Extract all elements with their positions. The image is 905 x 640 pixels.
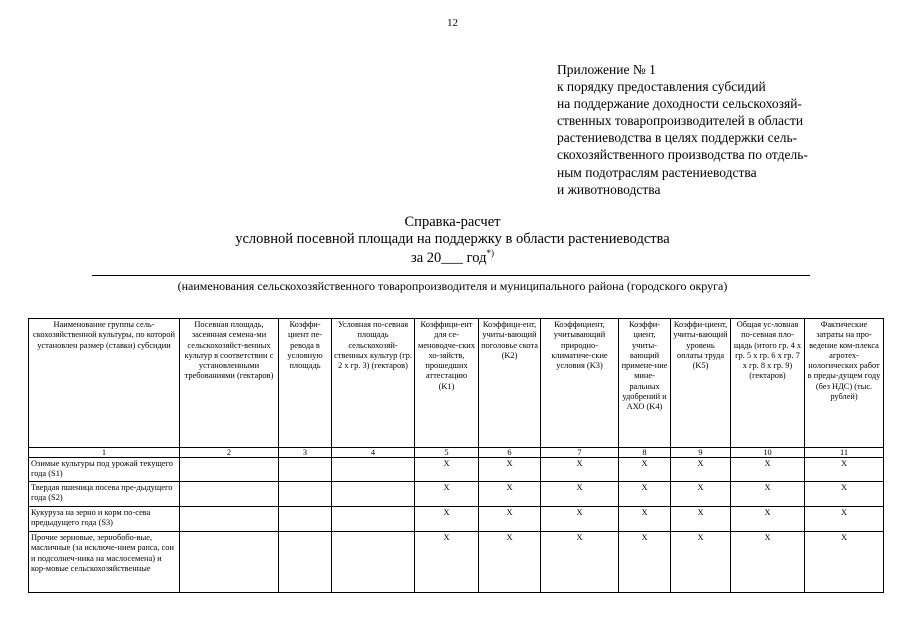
table-cell: X — [731, 482, 805, 507]
appendix-line: ным подотраслям растениеводства — [557, 164, 757, 180]
document-title: Справка-расчет — [404, 214, 501, 230]
column-number: 10 — [731, 448, 805, 458]
page-number: 12 — [447, 17, 458, 29]
column-number: 5 — [415, 448, 479, 458]
appendix-line: к порядку предоставления субсидий — [557, 79, 766, 95]
table-cell: X — [619, 482, 671, 507]
table-cell: X — [541, 507, 619, 532]
header-cell: Коэффици-ент, учиты-вающий поголовье скота (K2) — [479, 319, 541, 448]
document-subtitle: условной посевной площади на поддержку в области растениеводства — [235, 231, 670, 247]
table-cell — [180, 458, 279, 482]
header-cell: Фактические затраты на про-ведение ком-плекса агротех-нологических работ в преды-дущем году (без НДС) (тыс. рублей) — [805, 319, 884, 448]
table-cell: X — [619, 507, 671, 532]
header-cell: Условная по-севная площадь сельскохозяй-ственных культур (гр. 2 х гр. 3) (гектаров) — [332, 319, 415, 448]
table-cell — [180, 532, 279, 593]
header-cell: Коэффи-циент пе-ревода в условную площадь — [279, 319, 332, 448]
table-cell — [180, 507, 279, 532]
table-cell — [180, 482, 279, 507]
header-cell: Посевная площадь, засеянная семена-ми сельскохозяйст-венных культур в соответствии с установленными требованиями (гектаров) — [180, 319, 279, 448]
table-cell: X — [805, 507, 884, 532]
column-number: 7 — [541, 448, 619, 458]
table-cell: X — [731, 532, 805, 593]
table-cell: X — [619, 532, 671, 593]
column-number: 3 — [279, 448, 332, 458]
table-cell: X — [415, 507, 479, 532]
footnote-mark: *) — [486, 248, 494, 258]
table-cell: X — [671, 482, 731, 507]
appendix-line: на поддержание доходности сельскохозяй- — [557, 96, 802, 112]
table-cell: X — [671, 458, 731, 482]
header-cell: Коэффициент, учитывающий природно-климатиче-ские условия (K3) — [541, 319, 619, 448]
document-year-line — [0, 248, 905, 267]
crop-group-cell: Твердая пшеница посева пре-дыдущего года (S2) — [29, 482, 180, 507]
table-cell — [279, 532, 332, 593]
table-cell: X — [479, 507, 541, 532]
column-number: 1 — [29, 448, 180, 458]
table-cell: X — [479, 458, 541, 482]
table-cell: X — [415, 458, 479, 482]
year-text: за 20___ год — [411, 249, 487, 266]
table-cell — [332, 507, 415, 532]
table-cell: X — [541, 458, 619, 482]
column-number: 11 — [805, 448, 884, 458]
header-cell: Общая ус-ловная по-севная пло-щадь (итого гр. 4 х гр. 5 х гр. 6 х гр. 7 х гр. 8 х гр. 9) (гектаров) — [731, 319, 805, 448]
table-cell — [332, 482, 415, 507]
crop-group-cell: Кукуруза на зерно и корм по-сева предыдущего года (S3) — [29, 507, 180, 532]
table-cell: X — [619, 458, 671, 482]
table-row — [29, 532, 884, 593]
table-cell — [279, 458, 332, 482]
table-row — [29, 507, 884, 532]
appendix-line: растениеводства в целях поддержки сель- — [557, 130, 798, 146]
table-cell — [279, 507, 332, 532]
table-header-row — [29, 319, 884, 448]
table-cell: X — [805, 458, 884, 482]
table-cell: X — [541, 532, 619, 593]
table-cell: X — [805, 482, 884, 507]
header-cell: Коэффици-ент для се-меноводче-ских хо-зяйств, прошедших аттестацию (K1) — [415, 319, 479, 448]
table-cell: X — [541, 482, 619, 507]
table-cell: X — [479, 532, 541, 593]
table-cell: X — [671, 532, 731, 593]
appendix-line: ственных товаропроизводителей в области — [557, 113, 804, 129]
table-cell — [332, 458, 415, 482]
table-cell: X — [415, 532, 479, 593]
crop-group-cell: Прочие зерновые, зернобобо-вые, масличные (за исключе-нием рапса, сои и подсолнеч-ника на маслосемена) и кор-мовые сельскохозяйственные — [29, 532, 180, 593]
producer-name-line — [92, 275, 810, 276]
calculation-table — [28, 318, 884, 593]
crop-group-cell: Озимые культуры под урожай текущего года (S1) — [29, 458, 180, 482]
table-cell: X — [805, 532, 884, 593]
producer-name-caption: (наименования сельскохозяйственного товаропроизводителя и муниципального района (городского округа) — [177, 279, 728, 293]
table-cell: X — [671, 507, 731, 532]
table-cell: X — [415, 482, 479, 507]
appendix-line: и животноводства — [557, 181, 661, 197]
table-cell: X — [731, 507, 805, 532]
column-number: 8 — [619, 448, 671, 458]
table-row — [29, 458, 884, 482]
column-number: 2 — [180, 448, 279, 458]
table-cell — [279, 482, 332, 507]
header-cell: Коэффи-циент, учиты-вающий уровень оплаты труда (K5) — [671, 319, 731, 448]
header-cell: Наименование группы сель-скохозяйственной культуры, по которой установлен размер (ставки) субсидии — [29, 319, 180, 448]
appendix-line: скохозяйственного производства по отдель- — [557, 147, 808, 163]
appendix-line: Приложение № 1 — [557, 62, 656, 77]
table-cell: X — [731, 458, 805, 482]
column-number: 9 — [671, 448, 731, 458]
header-cell: Коэффи-циент, учиты-вающий примене-ние мине-ральных удобрений и АХО (K4) — [619, 319, 671, 448]
table-cell: X — [479, 482, 541, 507]
column-number: 4 — [332, 448, 415, 458]
appendix-block — [557, 61, 808, 198]
table-row — [29, 482, 884, 507]
column-number-row — [29, 448, 884, 458]
table-cell — [332, 532, 415, 593]
column-number: 6 — [479, 448, 541, 458]
